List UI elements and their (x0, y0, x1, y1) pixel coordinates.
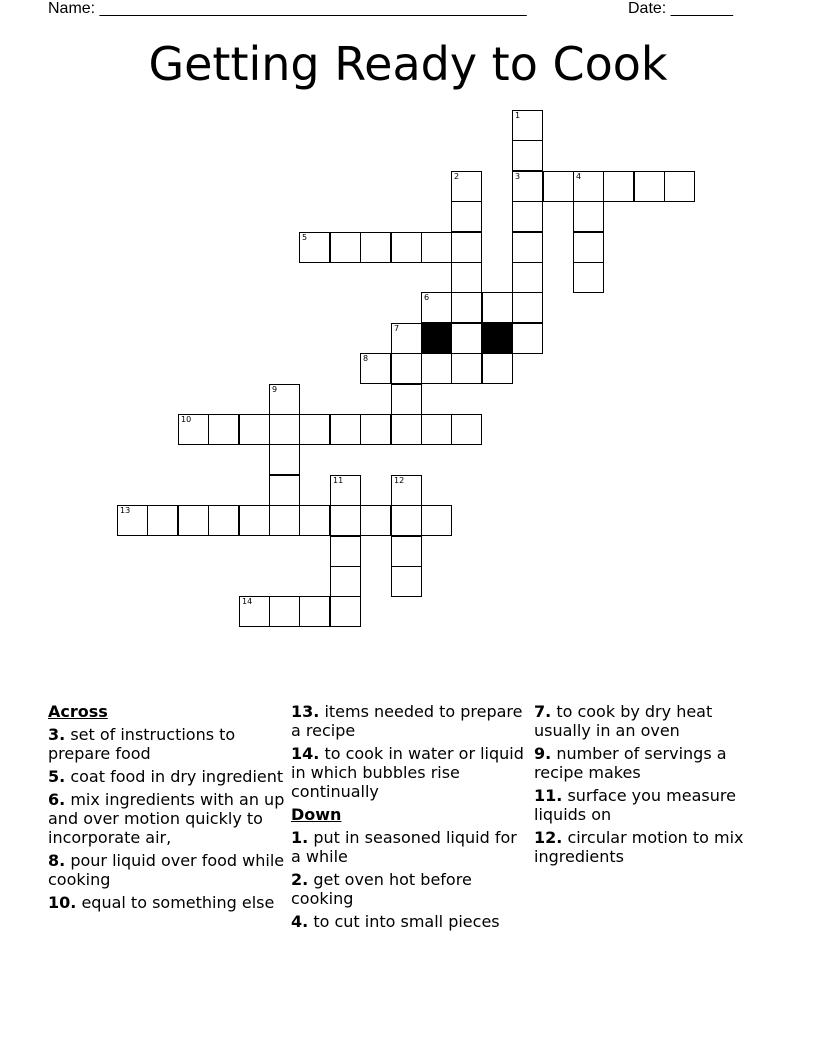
clue-down-11: 11. surface you measure liquids on (534, 786, 736, 824)
grid-cell[interactable] (299, 232, 330, 263)
cell-number: 11 (333, 476, 344, 485)
clue-down-12: 12. circular motion to mix ingredients (534, 828, 744, 866)
grid-cell[interactable] (360, 505, 391, 536)
clue-across-8: 8. pour liquid over food while cooking (48, 851, 285, 889)
cell-number: 14 (242, 597, 253, 606)
grid-cell[interactable] (239, 596, 270, 627)
grid-cell[interactable] (391, 566, 422, 597)
grid-cell[interactable] (451, 414, 482, 445)
grid-cell[interactable] (391, 475, 422, 506)
clue-down-9: 9. number of servings a recipe makes (534, 744, 727, 782)
grid-cell[interactable] (451, 201, 482, 232)
across-heading: Across (48, 702, 108, 721)
grid-cell[interactable] (512, 232, 543, 263)
page-title: Getting Ready to Cook (148, 37, 668, 91)
clues-column-1 (48, 702, 286, 916)
grid-cell[interactable] (664, 171, 695, 202)
grid-cell[interactable] (299, 505, 330, 536)
grid-cell[interactable] (451, 292, 482, 323)
cell-number: 3 (515, 172, 521, 181)
grid-cell[interactable] (512, 292, 543, 323)
grid-cell[interactable] (269, 414, 300, 445)
grid-cell[interactable] (391, 384, 422, 415)
grid-cell[interactable] (239, 505, 270, 536)
clue-across-10: 10. equal to something else (48, 893, 275, 912)
grid-cell[interactable] (512, 140, 543, 171)
grid-cell[interactable] (573, 171, 604, 202)
clue-down-4: 4. to cut into small pieces (291, 912, 500, 931)
clue-down-2: 2. get oven hot before cooking (291, 870, 472, 908)
grid-cell[interactable] (239, 414, 270, 445)
cell-number: 10 (181, 415, 192, 424)
grid-cell-black (482, 323, 513, 354)
grid-cell[interactable] (208, 414, 239, 445)
grid-cell[interactable] (421, 292, 452, 323)
cell-number: 8 (363, 354, 369, 363)
cell-number: 1 (515, 111, 521, 120)
grid-cell[interactable] (421, 414, 452, 445)
clue-across-5: 5. coat food in dry ingredient (48, 767, 284, 786)
grid-cell[interactable] (421, 353, 452, 384)
grid-cell[interactable] (178, 414, 209, 445)
grid-cell[interactable] (178, 505, 209, 536)
cell-number: 5 (302, 233, 308, 242)
cell-number: 7 (394, 324, 400, 333)
clue-across-13: 13. items needed to prepare a recipe (291, 702, 523, 740)
grid-cell[interactable] (451, 353, 482, 384)
grid-cell[interactable] (391, 505, 422, 536)
grid-cell[interactable] (634, 171, 665, 202)
grid-cell[interactable] (391, 232, 422, 263)
grid-cell[interactable] (330, 505, 361, 536)
grid-cell[interactable] (451, 171, 482, 202)
grid-cell[interactable] (208, 505, 239, 536)
grid-cell[interactable] (391, 323, 422, 354)
grid-cell[interactable] (269, 444, 300, 475)
grid-cell[interactable] (482, 292, 513, 323)
grid-cell[interactable] (512, 171, 543, 202)
down-heading: Down (291, 805, 342, 824)
grid-cell[interactable] (573, 232, 604, 263)
grid-cell[interactable] (543, 171, 574, 202)
cell-number: 12 (394, 476, 405, 485)
name-line: Name: ________________________________________________ (48, 0, 527, 17)
grid-cell[interactable] (482, 353, 513, 384)
grid-cell[interactable] (421, 505, 452, 536)
grid-cell[interactable] (330, 475, 361, 506)
grid-cell[interactable] (330, 414, 361, 445)
grid-cell[interactable] (330, 596, 361, 627)
grid-cell[interactable] (451, 323, 482, 354)
grid-cell[interactable] (330, 232, 361, 263)
grid-cell[interactable] (512, 262, 543, 293)
grid-cell[interactable] (451, 262, 482, 293)
grid-cell[interactable] (299, 414, 330, 445)
grid-cell[interactable] (603, 171, 634, 202)
grid-cell-black (421, 323, 452, 354)
grid-cell[interactable] (330, 566, 361, 597)
grid-cell[interactable] (269, 596, 300, 627)
clue-down-7: 7. to cook by dry heat usually in an oven (534, 702, 713, 740)
cell-number: 9 (272, 385, 278, 394)
clue-across-6: 6. mix ingredients with an up and over motion quickly to incorporate air, (48, 790, 285, 847)
grid-cell[interactable] (512, 110, 543, 141)
grid-cell[interactable] (269, 505, 300, 536)
grid-cell[interactable] (269, 475, 300, 506)
grid-cell[interactable] (451, 232, 482, 263)
grid-cell[interactable] (299, 596, 330, 627)
grid-cell[interactable] (391, 414, 422, 445)
clues-column-2 (291, 702, 529, 935)
cell-number: 4 (576, 172, 582, 181)
grid-cell[interactable] (330, 536, 361, 567)
date-line: Date: _______ (628, 0, 733, 17)
grid-cell[interactable] (573, 201, 604, 232)
grid-cell[interactable] (269, 384, 300, 415)
cell-number: 13 (120, 506, 131, 515)
grid-cell[interactable] (512, 323, 543, 354)
grid-cell[interactable] (391, 353, 422, 384)
cell-number: 6 (424, 293, 430, 302)
grid-cell[interactable] (421, 232, 452, 263)
clue-down-1: 1. put in seasoned liquid for a while (291, 828, 517, 866)
grid-cell[interactable] (360, 353, 391, 384)
grid-cell[interactable] (147, 505, 178, 536)
grid-cell[interactable] (391, 536, 422, 567)
grid-cell[interactable] (360, 232, 391, 263)
grid-cell[interactable] (360, 414, 391, 445)
grid-cell[interactable] (573, 262, 604, 293)
grid-cell[interactable] (512, 201, 543, 232)
clue-across-3: 3. set of instructions to prepare food (48, 725, 236, 763)
cell-number: 2 (454, 172, 460, 181)
clue-across-14: 14. to cook in water or liquid in which bubbles rise continually (291, 744, 524, 801)
clues-column-3 (534, 702, 774, 870)
grid-cell[interactable] (117, 505, 148, 536)
